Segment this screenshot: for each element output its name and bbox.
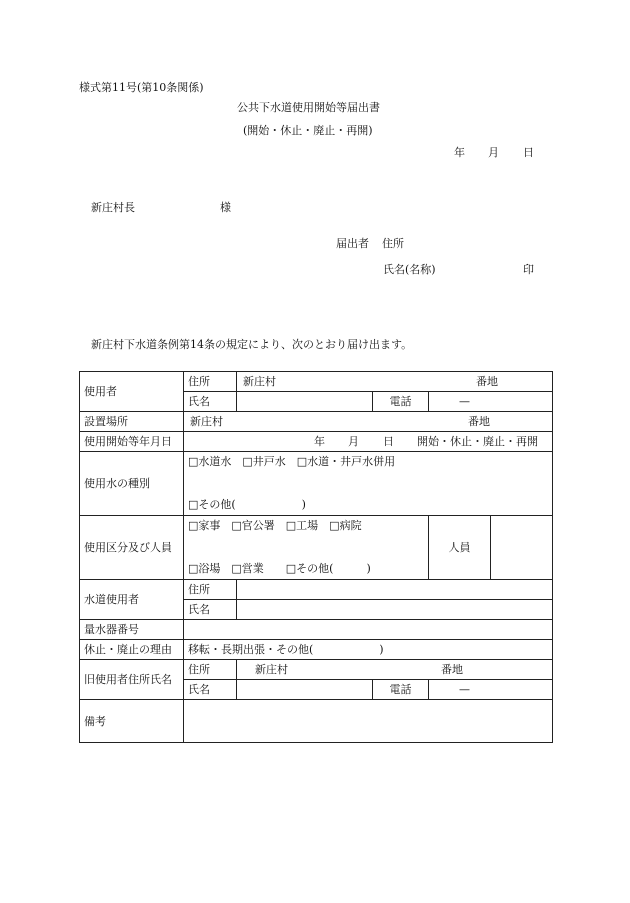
meter-row (80, 620, 553, 640)
addressee-name: 新庄村長 (91, 201, 135, 214)
usage-class-options-1[interactable]: □家事 □官公署 □工場 □病院 (188, 519, 362, 532)
former-user-address-label: 住所 (184, 660, 237, 680)
start-date-year: 年 (314, 435, 325, 448)
addressee-honorific: 様 (220, 201, 231, 214)
location-label: 設置場所 (80, 412, 184, 432)
former-user-phone-field[interactable] (429, 680, 553, 700)
former-user-address-row (80, 660, 553, 680)
user-phone-dash: — (459, 395, 470, 408)
water-type-field[interactable] (184, 452, 553, 516)
reason-field[interactable] (184, 640, 553, 660)
usage-class-label: 使用区分及び人員 (80, 516, 184, 580)
former-user-phone-dash: — (459, 683, 470, 696)
persons-label: 人員 (429, 516, 491, 580)
user-address-field[interactable] (237, 372, 553, 392)
user-address-row (80, 372, 553, 392)
intro-text: 新庄村下水道条例第14条の規定により、次のとおり届け出ます。 (91, 338, 413, 351)
water-user-name-label: 氏名 (184, 600, 237, 620)
water-type-row (80, 452, 553, 516)
user-banchi: 番地 (476, 375, 498, 388)
user-address-label: 住所 (184, 372, 237, 392)
former-user-label: 旧使用者住所氏名 (80, 660, 184, 700)
start-date-row (80, 432, 553, 452)
date-month-label: 月 (488, 146, 499, 159)
remarks-field[interactable] (184, 700, 553, 743)
reason-label: 休止・廃止の理由 (80, 640, 184, 660)
user-name-label: 氏名 (184, 392, 237, 412)
applicant-address-label: 住所 (382, 237, 404, 250)
location-village: 新庄村 (190, 415, 223, 428)
water-type-options[interactable]: □水道水 □井戸水 □水道・井戸水併用 (188, 455, 396, 468)
location-row (80, 412, 553, 432)
water-user-address-row (80, 580, 553, 600)
start-date-types[interactable]: 開始・休止・廃止・再開 (417, 435, 538, 448)
water-type-label: 使用水の種別 (80, 452, 184, 516)
water-user-address-field[interactable] (237, 580, 553, 600)
former-user-banchi: 番地 (441, 663, 463, 676)
former-user-village: 新庄村 (255, 663, 288, 676)
user-name-field[interactable] (237, 392, 373, 412)
former-user-name-label: 氏名 (184, 680, 237, 700)
location-banchi: 番地 (468, 415, 490, 428)
user-label: 使用者 (80, 372, 184, 412)
persons-field[interactable] (491, 516, 553, 580)
remarks-row (80, 700, 553, 743)
date-day-label: 日 (523, 146, 534, 159)
start-date-field[interactable] (184, 432, 553, 452)
water-type-other[interactable]: □その他( ) (188, 498, 306, 511)
date-year-label: 年 (454, 146, 465, 159)
form-number: 様式第11号(第10条関係) (79, 81, 204, 94)
usage-class-field[interactable] (184, 516, 429, 580)
usage-class-options-2[interactable]: □浴場 □営業 □その他( ) (188, 562, 371, 575)
remarks-label: 備考 (80, 700, 184, 743)
form-subtitle: (開始・休止・廃止・再開) (243, 124, 373, 137)
meter-label: 量水器番号 (80, 620, 184, 640)
user-village: 新庄村 (243, 375, 276, 388)
sewer-notification-table (79, 371, 553, 743)
start-date-month: 月 (348, 435, 359, 448)
former-user-name-field[interactable] (237, 680, 373, 700)
water-user-name-field[interactable] (237, 600, 553, 620)
reason-row (80, 640, 553, 660)
form-title: 公共下水道使用開始等届出書 (237, 101, 380, 114)
usage-class-row (80, 516, 553, 580)
applicant-seal: 印 (523, 263, 534, 276)
meter-field[interactable] (184, 620, 553, 640)
applicant-label: 届出者 (336, 237, 369, 250)
start-date-day: 日 (383, 435, 394, 448)
former-user-phone-label: 電話 (373, 680, 429, 700)
water-user-label: 水道使用者 (80, 580, 184, 620)
location-field[interactable] (184, 412, 553, 432)
former-user-address-field[interactable] (237, 660, 553, 680)
water-user-address-label: 住所 (184, 580, 237, 600)
start-date-label: 使用開始等年月日 (80, 432, 184, 452)
reason-text[interactable]: 移転・長期出張・その他( ) (188, 643, 384, 656)
user-phone-label: 電話 (373, 392, 429, 412)
user-phone-field[interactable] (429, 392, 553, 412)
applicant-name-label: 氏名(名称) (383, 263, 436, 276)
